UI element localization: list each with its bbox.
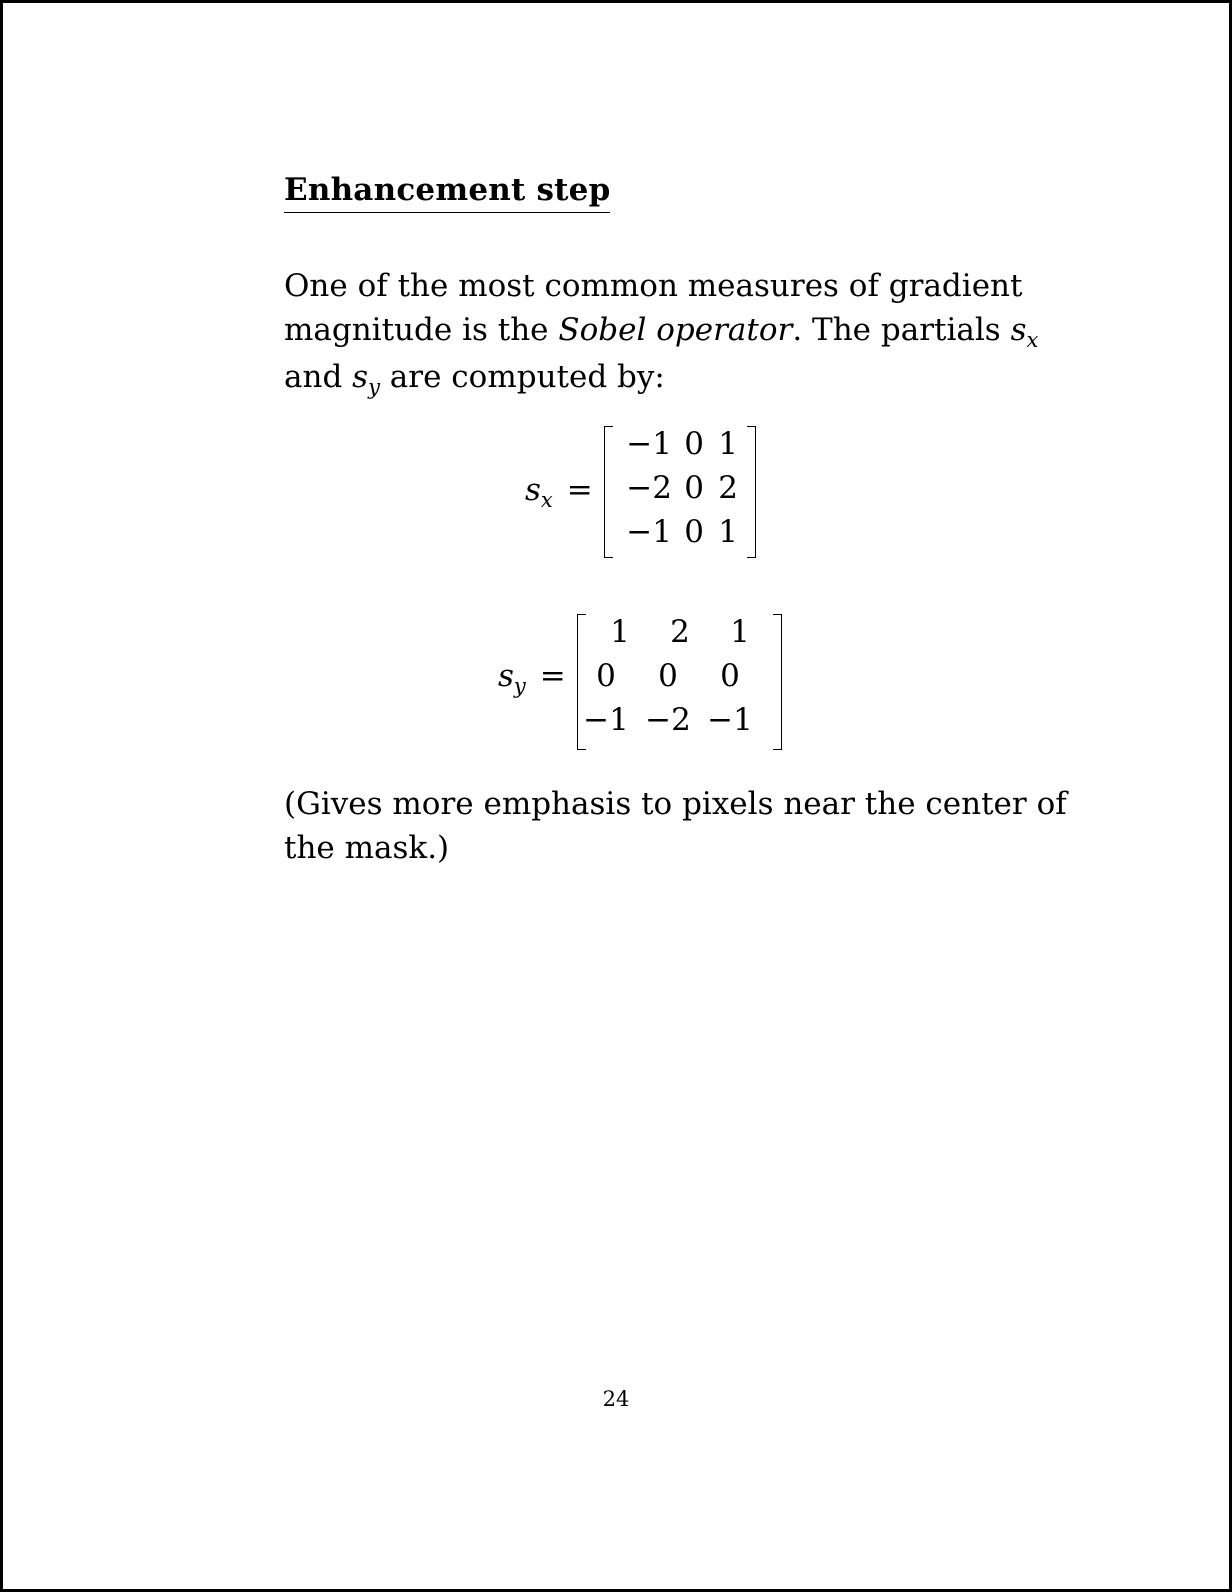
intro-line-2 — [284, 308, 1039, 355]
intro-line-1-text: One of the most common measures of gradient — [284, 268, 1023, 304]
var-s: s — [1010, 312, 1027, 348]
matrix-cell: 2 — [670, 614, 690, 650]
var-sub-y: y — [368, 375, 380, 399]
matrix-cell: −1 — [626, 514, 672, 550]
matrix-cell: 1 — [718, 426, 738, 462]
var-sub-x: x — [1026, 328, 1039, 352]
matrix-cell: −1 — [626, 426, 672, 462]
matrix-cell: 0 — [596, 658, 616, 694]
note-line-2: the mask.) — [284, 830, 450, 866]
matrix-cell: −1 — [707, 702, 753, 738]
lhs-sub: y — [513, 674, 526, 698]
matrix-cell: 1 — [730, 614, 750, 650]
lhs-var: s — [525, 472, 541, 508]
equals-sign: = — [539, 658, 566, 694]
bracket-right — [747, 426, 756, 558]
matrix-cell: 0 — [658, 658, 678, 694]
equation-sx — [0, 426, 1232, 558]
intro-line-2-before: magnitude is the — [284, 312, 559, 348]
equation-sy-lhs — [498, 658, 566, 698]
matrix-sy — [577, 614, 782, 750]
section-heading: Enhancement step — [284, 170, 610, 213]
page-number: 24 — [602, 1387, 630, 1411]
var-s: s — [352, 359, 369, 395]
intro-line-2-after: . The partials — [792, 312, 1011, 348]
sobel-operator-term: Sobel operator — [558, 312, 793, 348]
equals-sign: = — [566, 472, 593, 508]
section-header — [284, 170, 984, 213]
matrix-cell: −2 — [645, 702, 691, 738]
intro-line-1 — [284, 264, 1023, 308]
intro-paragraph — [284, 264, 1039, 402]
intro-line-3-after: are computed by: — [379, 359, 665, 395]
matrix-cell: 0 — [684, 470, 704, 506]
matrix-cell: −1 — [583, 702, 629, 738]
lhs-sub: x — [540, 488, 553, 512]
equation-sx-lhs — [525, 472, 593, 512]
matrix-cell: 0 — [684, 514, 704, 550]
matrix-cell: −2 — [626, 470, 672, 506]
note-paragraph — [284, 782, 1067, 870]
equation-sy — [0, 614, 1232, 750]
bracket-left — [604, 426, 613, 558]
matrix-cell: 1 — [610, 614, 630, 650]
matrix-cell: 0 — [720, 658, 740, 694]
lhs-var: s — [498, 658, 514, 694]
intro-line-3-before: and — [284, 359, 353, 395]
intro-line-3 — [284, 355, 1004, 402]
matrix-cell: 0 — [684, 426, 704, 462]
note-line-1: (Gives more emphasis to pixels near the center of — [284, 786, 1067, 822]
matrix-cell: 1 — [718, 514, 738, 550]
matrix-sx — [604, 426, 756, 558]
bracket-right — [773, 614, 782, 750]
matrix-cell: 2 — [718, 470, 738, 506]
